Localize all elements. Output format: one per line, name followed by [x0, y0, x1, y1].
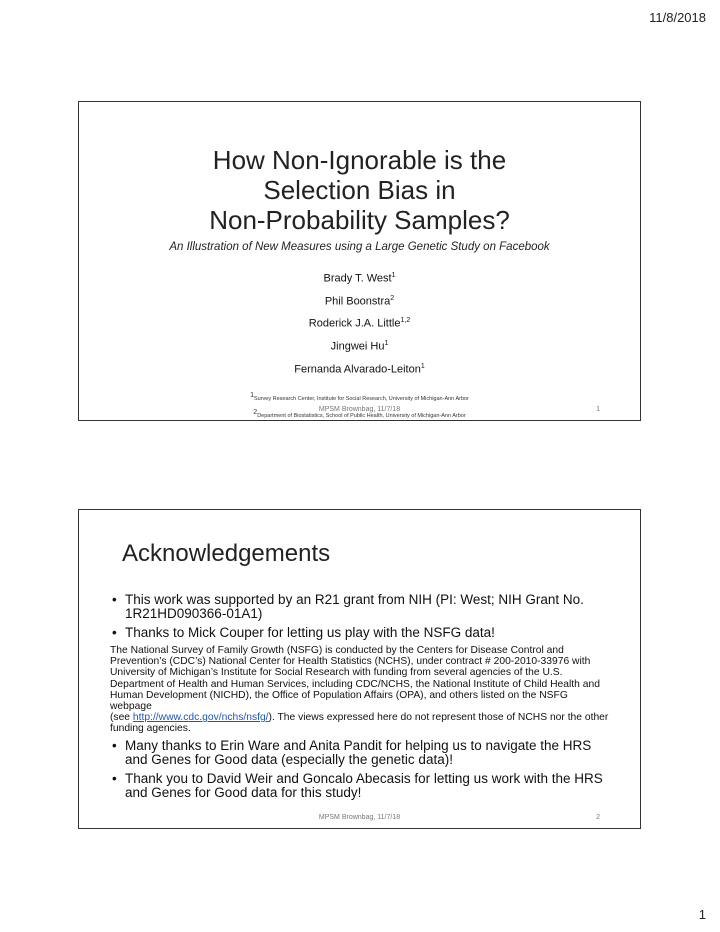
title-block — [79, 145, 640, 423]
bullet-item: • Thanks to Mick Couper for letting us play with the NSFG data! — [110, 626, 610, 640]
slide-number: 1 — [596, 406, 600, 413]
slide-title-line-2: Selection Bias in — [263, 175, 456, 205]
page-number: 1 — [698, 907, 706, 922]
author-item: Phil Boonstra$^2$ — [324, 294, 395, 308]
slide-heading: Acknowledgements — [122, 540, 331, 567]
affiliation-item: $^1$Survey Research Center, Institute for Social Research, University of Michigan-Ann Arbor — [250, 392, 469, 403]
slide-2 — [78, 509, 641, 829]
funding-note: The National Survey of Family Growth (NSFG) is conducted by the Centers for Disease Control and Prevention’s (CDC’s) National Center for Health Statistics (NCHS), under contract # 200-2010-33976 with University of Michigan’s Institute for Social Research with funding from several agencies of the U.S. Department of Health and Human Services, including CDC/NCHS, the National Institute of Child Health and Human Development (NICHD), the Office of Population Affairs (OPA), and others listed on the NSFG webpage (see http://www.cdc.gov/nchs/nsfg/). The views expressed here do not represent those of NCHS nor the other funding agencies. — [110, 645, 609, 735]
author-item: Roderick J.A. Little$^{1,2}$ — [308, 317, 411, 330]
slide-title-line-3: Non-Probability Samples? — [209, 205, 510, 235]
slide-number: 2 — [596, 814, 600, 821]
slide-footer: MPSM Brownbag, 11/7/18 — [318, 406, 401, 413]
author-item: Fernanda Alvarado-Leiton$^1$ — [294, 362, 425, 376]
bullet-item: • Many thanks to Erin Ware and Anita Pandit for helping us to navigate the HRS and Genes for Good data (especially the genetic data)! — [110, 739, 610, 767]
bullet-item: • This work was supported by an R21 grant from NIH (PI: West; NIH Grant No. 1R21HD090366-01A1) — [110, 593, 610, 621]
slide-title-line-1: How Non-Ignorable is the — [212, 145, 507, 175]
bullet-item: • Thank you to David Weir and Goncalo Abecasis for letting us work with the HRS and Genes for Good data for this study! — [110, 772, 610, 800]
slide-content — [110, 593, 610, 805]
slide-subtitle: An Illustration of New Measures using a Large Genetic Study on Facebook — [169, 241, 550, 253]
author-item: Brady T. West$^1$ — [323, 272, 396, 285]
slide-footer: MPSM Brownbag, 11/7/18 — [318, 814, 401, 821]
page-date: 11/8/2018 — [649, 10, 706, 25]
author-item: Jingwei Hu$^1$ — [330, 339, 389, 353]
nsfg-link[interactable]: http://www.cdc.gov/nchs/nsfg/ — [132, 712, 269, 724]
slide-1 — [78, 101, 641, 421]
author-list — [79, 266, 640, 379]
affiliation-item: $^2$Department of Biostatistics, School of Public Health, University of Michigan-Ann Arbor — [253, 409, 466, 419]
